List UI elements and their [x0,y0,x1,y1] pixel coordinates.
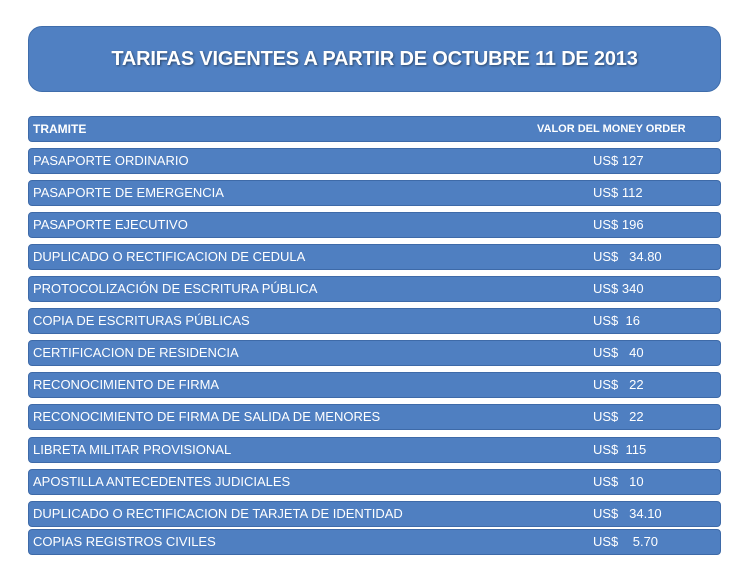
cell-valor: US$ 34.10 [593,506,662,521]
header-tramite: TRAMITE [33,122,87,136]
header-valor: VALOR DEL MONEY ORDER [537,123,686,135]
cell-valor: US$ 34.80 [593,249,662,264]
table-row [28,180,721,206]
table-row [28,340,721,366]
page-title: TARIFAS VIGENTES A PARTIR DE OCTUBRE 11 DE 2013 [111,47,638,70]
cell-tramite: PASAPORTE EJECUTIVO [33,217,188,232]
table-row [28,529,721,555]
table-row [28,308,721,334]
cell-tramite: DUPLICADO O RECTIFICACION DE CEDULA [33,249,306,264]
cell-tramite: DUPLICADO O RECTIFICACION DE TARJETA DE IDENTIDAD [33,506,403,521]
cell-valor: US$ 10 [593,474,644,489]
cell-valor: US$ 196 [593,217,644,232]
cell-valor: US$ 115 [593,442,647,457]
cell-tramite: PASAPORTE ORDINARIO [33,153,189,168]
table-row [28,372,721,398]
cell-tramite: COPIA DE ESCRITURAS PÚBLICAS [33,313,250,328]
cell-valor: US$ 16 [593,313,640,328]
cell-tramite: PROTOCOLIZACIÓN DE ESCRITURA PÚBLICA [33,281,318,296]
cell-valor: US$ 22 [593,409,644,424]
cell-tramite: APOSTILLA ANTECEDENTES JUDICIALES [33,474,291,489]
table-row [28,404,721,430]
table-row [28,244,721,270]
cell-tramite: RECONOCIMIENTO DE FIRMA DE SALIDA DE MENORES [33,409,381,424]
cell-valor: US$ 5.70 [593,534,659,549]
cell-tramite: LIBRETA MILITAR PROVISIONAL [33,442,232,457]
cell-valor: US$ 40 [593,345,644,360]
cell-tramite: PASAPORTE DE EMERGENCIA [33,185,224,200]
cell-valor: US$ 340 [593,281,644,296]
table-row [28,437,721,463]
table-row [28,212,721,238]
cell-tramite: COPIAS REGISTROS CIVILES [33,534,216,549]
cell-tramite: CERTIFICACION DE RESIDENCIA [33,345,239,360]
table-header-row [28,116,721,142]
cell-valor: US$ 22 [593,377,644,392]
table-row [28,469,721,495]
table-row [28,276,721,302]
table-row [28,148,721,174]
cell-valor: US$ 127 [593,153,644,168]
title-banner [28,26,721,92]
cell-tramite: RECONOCIMIENTO DE FIRMA [33,377,220,392]
cell-valor: US$ 112 [593,185,643,200]
table-row [28,501,721,527]
